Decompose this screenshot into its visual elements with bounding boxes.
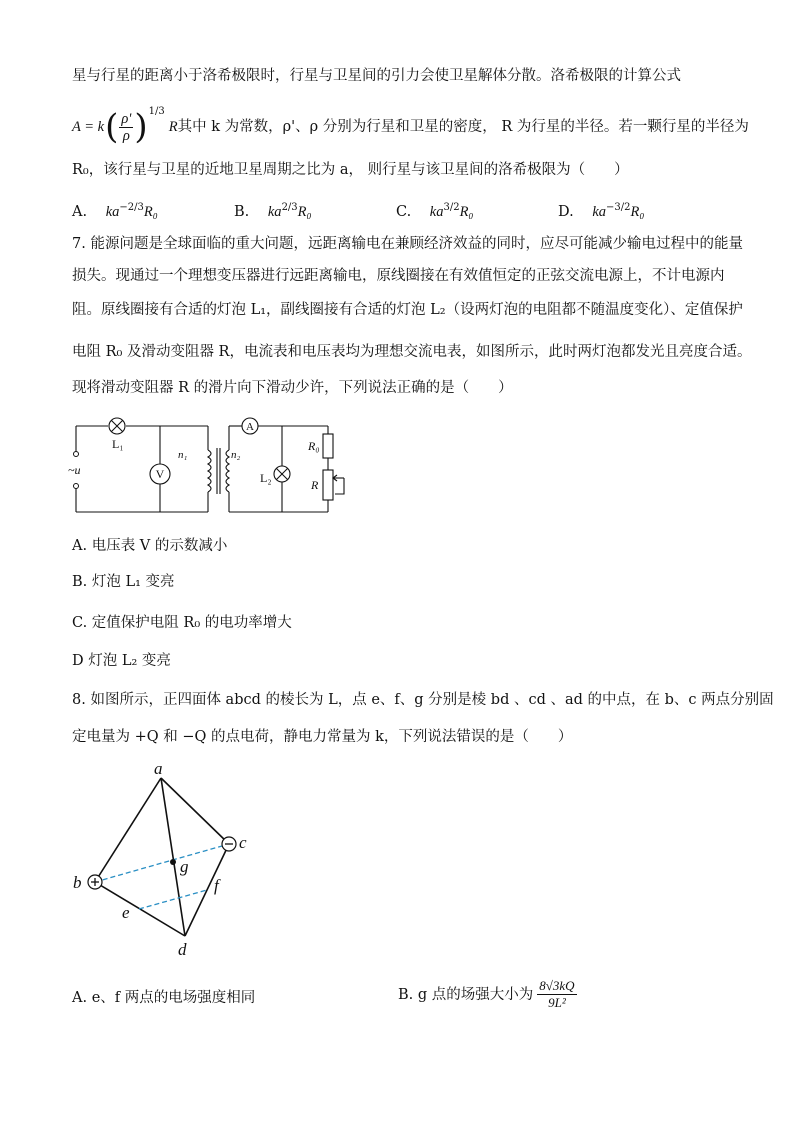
positive-charge-icon	[88, 875, 102, 889]
negative-charge-icon	[222, 837, 236, 851]
point-label-e: e	[122, 903, 130, 922]
vertex-label-c: c	[239, 833, 247, 852]
point-g-dot	[170, 859, 176, 865]
formula-R: R	[168, 119, 178, 135]
option-expr: ka	[429, 204, 444, 220]
option-label: D.	[558, 204, 574, 220]
option-expr: ka	[267, 204, 282, 220]
label-l2: L₂	[260, 471, 272, 485]
option-label: B.	[234, 204, 250, 220]
option-label: A.	[72, 204, 88, 220]
formula-fraction	[119, 111, 133, 144]
voltmeter-label: V	[155, 467, 165, 481]
point-label-f: f	[214, 876, 219, 895]
q6-option-b[interactable]	[234, 198, 312, 222]
ammeter-label: A	[246, 421, 254, 433]
source-terminal-top	[74, 452, 79, 457]
option-expr: ka	[592, 204, 607, 220]
label-r0: R₀	[308, 439, 320, 453]
q6-formula-line	[72, 104, 749, 150]
q7-text-line-5: 现将滑动变阻器 R 的滑片向下滑动少许，下列说法正确的是（ ）	[72, 380, 513, 396]
source-terminal-bottom	[74, 484, 79, 489]
q6-text-line-3: R₀，该行星与卫星的近地卫星周期之比为 a， 则行星与该卫星间的洛希极限为（ ）	[72, 162, 629, 178]
formula-denominator: ρ	[122, 127, 130, 144]
label-source: ~u	[68, 463, 81, 477]
q7-option-d[interactable]: D 灯泡 L₂ 变亮	[72, 653, 171, 669]
option-exponent: 2/3	[281, 202, 298, 213]
option-tail: R₀	[459, 204, 474, 220]
option-b-prefix: B. g 点的场强大小为	[398, 986, 534, 1003]
q7-text-line-1: 7. 能源问题是全球面临的重大问题，远距离输电在兼顾经济效益的同时，应尽可能减少输电过程中的能量	[72, 236, 743, 252]
circuit-diagram	[60, 412, 360, 524]
option-label: C.	[396, 204, 412, 220]
label-r: R	[311, 478, 319, 492]
q6-text-line-1: 星与行星的距离小于洛希极限时，行星与卫星间的引力会使卫星解体分散。洛希极限的计算公式	[72, 68, 681, 84]
option-tail: R₀	[297, 204, 312, 220]
q7-text-line-4: 电阻 R₀ 及滑动变阻器 R，电流表和电压表均为理想交流电表，如图所示，此时两灯泡都发光且亮度合适。	[72, 344, 752, 360]
q7-option-c[interactable]: C. 定值保护电阻 R₀ 的电功率增大	[72, 615, 292, 631]
label-l1: L₁	[112, 437, 124, 451]
option-b-numerator: 8√3kQ	[539, 978, 575, 993]
vertex-label-a: a	[154, 759, 163, 778]
q6-option-c[interactable]	[396, 198, 473, 222]
vertex-label-d: d	[178, 940, 187, 958]
q7-text-line-3: 阻。原线圈接有合适的灯泡 L₁，副线圈接有合适的灯泡 L₂（设两灯泡的电阻都不随温度变化）、定值保护	[72, 302, 743, 318]
tetrahedron-diagram	[66, 758, 266, 958]
option-tail: R₀	[630, 204, 645, 220]
option-exponent: −2/3	[119, 202, 144, 213]
option-exponent: 3/2	[443, 202, 460, 213]
option-b-denominator: 9L²	[548, 995, 566, 1010]
label-n1: n₁	[178, 449, 188, 461]
q8-option-b[interactable]	[398, 978, 577, 1011]
q7-option-a[interactable]: A. 电压表 V 的示数减小	[72, 538, 228, 554]
option-exponent: −3/2	[606, 202, 631, 213]
voltmeter-icon	[150, 464, 170, 484]
formula-paren-left: (	[105, 107, 119, 147]
q7-option-b[interactable]: B. 灯泡 L₁ 变亮	[72, 574, 175, 590]
formula-lhs: A = k	[72, 119, 105, 135]
ammeter-icon	[242, 418, 258, 434]
q7-text-line-2: 损失。现通过一个理想变压器进行远距离输电，原线圈接在有效值恒定的正弦交流电源上，不计电源内	[72, 268, 725, 284]
option-expr: ka	[105, 204, 120, 220]
q6-option-a[interactable]	[72, 198, 158, 222]
option-tail: R₀	[143, 204, 158, 220]
q6-text-line-2: 其中 k 为常数，ρ'、ρ 分别为行星和卫星的密度， R 为行星的半径。若一颗行星的半径为	[177, 119, 749, 135]
lamp-l1-icon	[109, 418, 125, 434]
lamp-l2-icon	[274, 466, 290, 482]
label-n2: n₂	[231, 449, 241, 461]
formula-paren-right: )	[134, 107, 148, 147]
formula-numerator: ρ'	[121, 110, 132, 127]
q8-text-line-1: 8. 如图所示，正四面体 abcd 的棱长为 L，点 e、f、g 分别是棱 bd 、cd 、ad 的中点，在 b、c 两点分别固	[72, 692, 774, 708]
formula-exponent: 1/3	[148, 106, 165, 117]
q8-option-a[interactable]: A. e、f 两点的电场强度相同	[72, 990, 256, 1006]
q6-option-d[interactable]	[558, 198, 644, 222]
vertex-label-b: b	[73, 873, 82, 892]
option-b-fraction	[537, 978, 576, 1011]
point-label-g: g	[180, 857, 189, 876]
q8-text-line-2: 定电量为 +Q 和 −Q 的点电荷，静电力常量为 k，下列说法错误的是（ ）	[72, 729, 573, 745]
